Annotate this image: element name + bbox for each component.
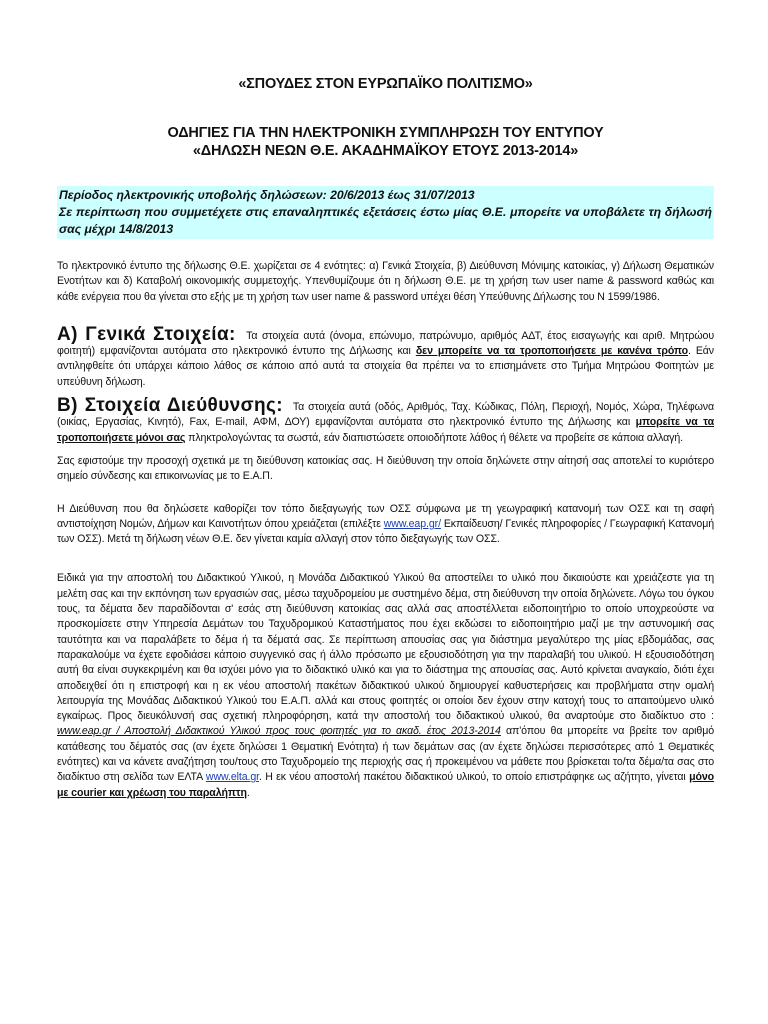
oss-location-paragraph	[57, 502, 714, 548]
section-b-text-end: πληκτρολογώντας τα σωστά, εάν διαπιστώσετε οποιοδήποτε λάθος ή θέλετε να προβείτε σε κάποια αλλαγή.	[188, 431, 684, 444]
section-b-emphasis: μπορείτε να τα τροποποιήσετε μόνοι σας	[57, 416, 715, 444]
material-delivery-paragraph	[57, 571, 714, 800]
document-page	[57, 70, 714, 801]
oss-text: Η Διεύθυνση που θα δηλώσετε καθορίζει τον τόπο διεξαγωγής των ΟΣΣ σύμφωνα με τη γεωγραφική κατανομή των ΟΣΣ και τη σαφή αντιστοίχηση Νομών, Δήμων και Καινοτήτων όπου χρειάζεται (επιλέξτε	[57, 502, 714, 530]
address-attention-paragraph: Σας εφιστούμε την προσοχή σχετικά με τη διεύθυνση κατοικίας σας. Η διεύθυνση την οποία δηλώνετε στην αίτησή σας αποτελεί το κυριότερο σημείο σύνδεσης και επικοινωνίας με το Ε.Α.Π.	[57, 454, 714, 483]
material-text-2: απ'όπου θα μπορείτε να βρείτε τον αριθμό κατάθεσης του δέματός σας (αν έχετε δηλώσει 1 Θεματική Ενότητα) ή των δεμάτων σας (αν έχετε δηλώσει περισσότερες από 1 Θεματικές ενότητες) και να κάνετε αναζήτηση του/τους στο Ταχυδρομείο της περιοχής σας ή προκειμένου να μάθετε που βρίσκεται το/τα δέμα/τα σας στο διαδίκτυο στη σελίδα των ΕΛΤΑ	[57, 725, 715, 784]
section-a-text: Τα στοιχεία αυτά (όνομα, επώνυμο, πατρώνυμο, αριθμός ΑΔΤ, έτος εισαγωγής και αριθ. Μητρώου φοιτητή) εμφανίζονται αυτόματα στο ηλεκτρονικό έντυπο της Δήλωσης και	[57, 329, 715, 358]
oss-text-end: Εκπαίδευση/ Γενικές πληροφορίες / Γεωγραφική Κατανομή των ΟΣΣ). Μετά τη δήλωση νέων Θ.Ε. δεν γίνεται καμία αλλαγή στον τόπο διεξαγωγής των ΟΣΣ.	[57, 517, 714, 546]
section-a-text-end: . Εάν αντιληφθείτε ότι υπάρχει κάποιο λάθος σε κάποιο από αυτά τα στοιχεία θα πρέπει να το επισημάνετε στο Τμήμα Μητρώου Φοιτητών με υπεύθυνη δήλωση.	[57, 345, 715, 388]
material-text-3: . Η εκ νέου αποστολή πακέτου διδακτικού υλικού, το οποίο επιστράφηκε ως αζήτητο, γίνεται	[258, 771, 686, 784]
section-b	[57, 395, 715, 446]
section-a-emphasis: δεν μπορείτε να τα τροποποιήσετε με κανένα τρόπο	[415, 345, 688, 358]
document-title: «ΣΠΟΥΔΕΣ ΣΤΟΝ ΕΥΡΩΠΑΪΚΟ ΠΟΛΙΤΙΣΜΟ»	[238, 76, 533, 92]
section-b-text: Τα στοιχεία αυτά (οδός, Αριθμός, Ταχ. Κώδικας, Πόλη, Περιοχή, Νομός, Χώρα, Τηλέφωνα (οικίας, Εργασίας, Κινητό), Fax, E-mail, ΑΦΜ, ΔΟΥ) εμφανίζονται αυτόματα στο ηλεκτρονικό έντυπο της Δήλωσης και	[57, 401, 715, 429]
section-b-heading: Β) Στοιχεία Διεύθυνσης:	[57, 395, 284, 417]
section-a-heading: Α) Γενικά Στοιχεία:	[57, 323, 236, 345]
intro-paragraph: Το ηλεκτρονικό έντυπο της δήλωσης Θ.Ε. χωρίζεται σε 4 ενότητες: α) Γενικά Στοιχεία, β) Διεύθυνση Μόνιμης κατοικίας, γ) Δήλωση Θεματικών Ενοτήτων και δ) Καταβολή οικονομικής συμμετοχής. Υπενθυμίζουμε ότι η δήλωση Θ.Ε. με τη χρήση των user name & password καθώς και κάθε ενέργεια που θα γίνεται στο εξής με τη χρήση των user name & password υπέχει θέση Υπεύθυνης Δήλωσης του Ν 1599/1986.	[57, 260, 714, 303]
submission-period-box	[57, 186, 714, 239]
courier-emphasis: μόνο με courier και χρέωση του παραλήπτη	[57, 771, 714, 799]
document-subtitle	[57, 124, 714, 160]
elta-link[interactable]: www.elta.gr	[205, 771, 259, 784]
subtitle-line-2: «ΔΗΛΩΣΗ ΝΕΩΝ Θ.Ε. ΑΚΑΔΗΜΑΪΚΟΥ ΕΤΟΥΣ 2013-2014»	[192, 143, 579, 159]
subtitle-line-1: ΟΔΗΓΙΕΣ ΓΙΑ ΤΗΝ ΗΛΕΚΤΡΟΝΙΚΗ ΣΥΜΠΛΗΡΩΣΗ ΤΟΥ ΕΝΤΥΠΟΥ	[167, 125, 604, 141]
material-info-link[interactable]: www.eap.gr / Αποστολή Διδακτικού Υλικού προς τους φοιτητές για το ακαδ. έτος 2013-2014	[57, 725, 501, 738]
material-text: Ειδικά για την αποστολή του Διδακτικού Υλικού, η Μονάδα Διδακτικού Υλικού θα αποστείλει το υλικό που δικαιούστε και χρειάζεστε για τη μελέτη σας και την εκπόνηση των εργασιών σας, μέσω ταχυδρομείου με συστημένο δέμα, στη διεύθυνση την οποία δηλώνετε. Λόγω του όγκου τους, τα δέματα δεν παραδίδονται σ' εσάς στη διεύθυνση κατοικίας σας αλλά σας αποστέλλεται ειδοποιητήριο το οποίο υποχρεούστε να προσκομίσετε στην Υπηρεσία Δεμάτων του Ταχυδρομικού Καταστήματος που έχει εκδώσει το ειδοποιητήριο μαζί με την αστυνομική σας ταυτότητα και να παραλάβετε το δέμα ή τα δέματά σας. Σε περίπτωση απουσίας σας για διάστημα μεγαλύτερο της μίας εβδομάδας, σας παρακαλούμε να έχετε εφοδιάσει κάποιο συγγενικό σας ή άλλο πρόσωπο με εξουσιοδότηση για την παραλαβή του υλικού. Η εξουσιοδότηση αυτή θα είναι συγκεκριμένη και θα ισχύει μόνο για το διδακτικό υλικό και για το διάστημα της απουσίας σας. Αυτό κρίνεται αναγκαίο, διότι έχει αποδειχθεί ότι η επιστροφή και η εκ νέου αποστολή πακέτων διδακτικού υλικού δημιουργεί καθυστερήσεις και προβλήματα στην ομαλή λειτουργία της Μονάδας Διδακτικού Υλικού του Ε.Α.Π. αλλά και στους φοιτητές οι οποίοι δεν έχουν στην κατοχή τους το απαιτούμενο υλικό εγκαίρως. Προς διευκόλυνσή σας σχετική πληροφόρηση, κατά την αποστολή του διδακτικού υλικού, θα αναρτούμε στο διαδίκτυο στο :	[57, 572, 714, 723]
submission-period: Περίοδος ηλεκτρονικής υποβολής δηλώσεων: 20/6/2013 έως 31/07/2013	[59, 188, 475, 202]
eap-link[interactable]: www.eap.gr/	[383, 517, 441, 530]
section-a	[57, 323, 715, 390]
resit-deadline: Σε περίπτωση που συμμετέχετε στις επαναληπτικές εξετάσεις έστω μίας Θ.Ε. μπορείτε να υποβάλετε τη δήλωσή σας μέχρι 14/8/2013	[59, 205, 712, 236]
material-text-end: .	[246, 786, 250, 799]
